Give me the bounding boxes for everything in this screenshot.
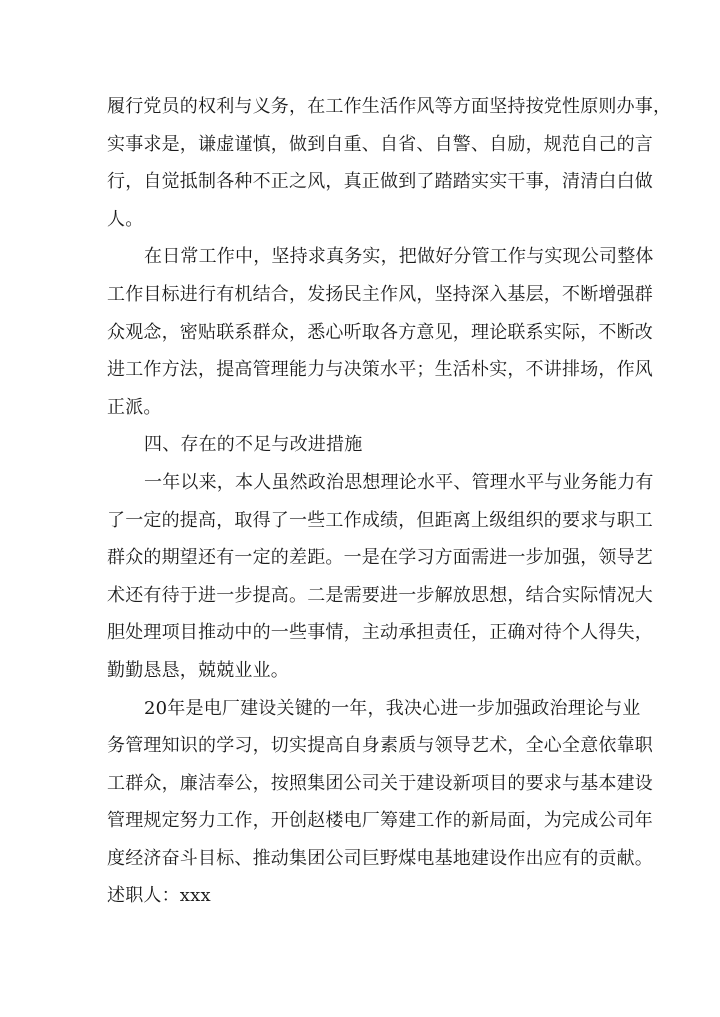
text-line: 进工作方法，提高管理能力与决策水平；生活朴实，不讲排场，作风 <box>107 359 653 381</box>
text-line: 实事求是，谦虚谨慎，做到自重、自省、自警、自励，规范自己的言 <box>107 133 653 155</box>
paragraph-first-line: 在日常工作中，坚持求真务实，把做好分管工作与实现公司整体 <box>144 246 654 268</box>
text-line: 工作目标进行有机结合，发扬民主作风，坚持深入基层，不断增强群 <box>107 283 653 305</box>
section-heading: 四、存在的不足与改进措施 <box>144 434 363 456</box>
text-line: 众观念，密贴联系群众，悉心听取各方意见，理论联系实际，不断改 <box>107 321 653 343</box>
text-line: 术还有待于进一步提高。二是需要进一步解放思想，结合实际情况大 <box>107 584 653 606</box>
text-line: 胆处理项目推动中的一些事情，主动承担责任，正确对待个人得失， <box>107 622 653 644</box>
text-line: 人。 <box>107 208 144 230</box>
text-line: 度经济奋斗目标、推动集团公司巨野煤电基地建设作出应有的贡献。 <box>107 847 653 869</box>
text-line: 行，自觉抵制各种不正之风，真正做到了踏踏实实干事，清清白白做 <box>107 171 653 193</box>
signature-line: 述职人：xxx <box>107 885 211 907</box>
text-line: 履行党员的权利与义务，在工作生活作风等方面坚持按党性原则办事， <box>107 96 672 117</box>
text-line: 勤勤恳恳，兢兢业业。 <box>107 659 289 681</box>
paragraph-first-line: 20年是电厂建设关键的一年，我决心进一步加强政治理论与业 <box>144 697 641 719</box>
document-body <box>107 88 672 915</box>
text-line: 了一定的提高，取得了一些工作成绩，但距离上级组织的要求与职工 <box>107 509 653 531</box>
text-line: 正派。 <box>107 396 162 418</box>
text-line: 工群众，廉洁奉公，按照集团公司关于建设新项目的要求与基本建设 <box>107 772 653 794</box>
text-line: 务管理知识的学习，切实提高自身素质与领导艺术，全心全意依靠职 <box>107 735 653 757</box>
text-line: 管理规定努力工作，开创赵楼电厂筹建工作的新局面，为完成公司年 <box>107 810 653 832</box>
text-line: 群众的期望还有一定的差距。一是在学习方面需进一步加强，领导艺 <box>107 547 653 569</box>
paragraph-first-line: 一年以来，本人虽然政治思想理论水平、管理水平与业务能力有 <box>144 471 654 493</box>
